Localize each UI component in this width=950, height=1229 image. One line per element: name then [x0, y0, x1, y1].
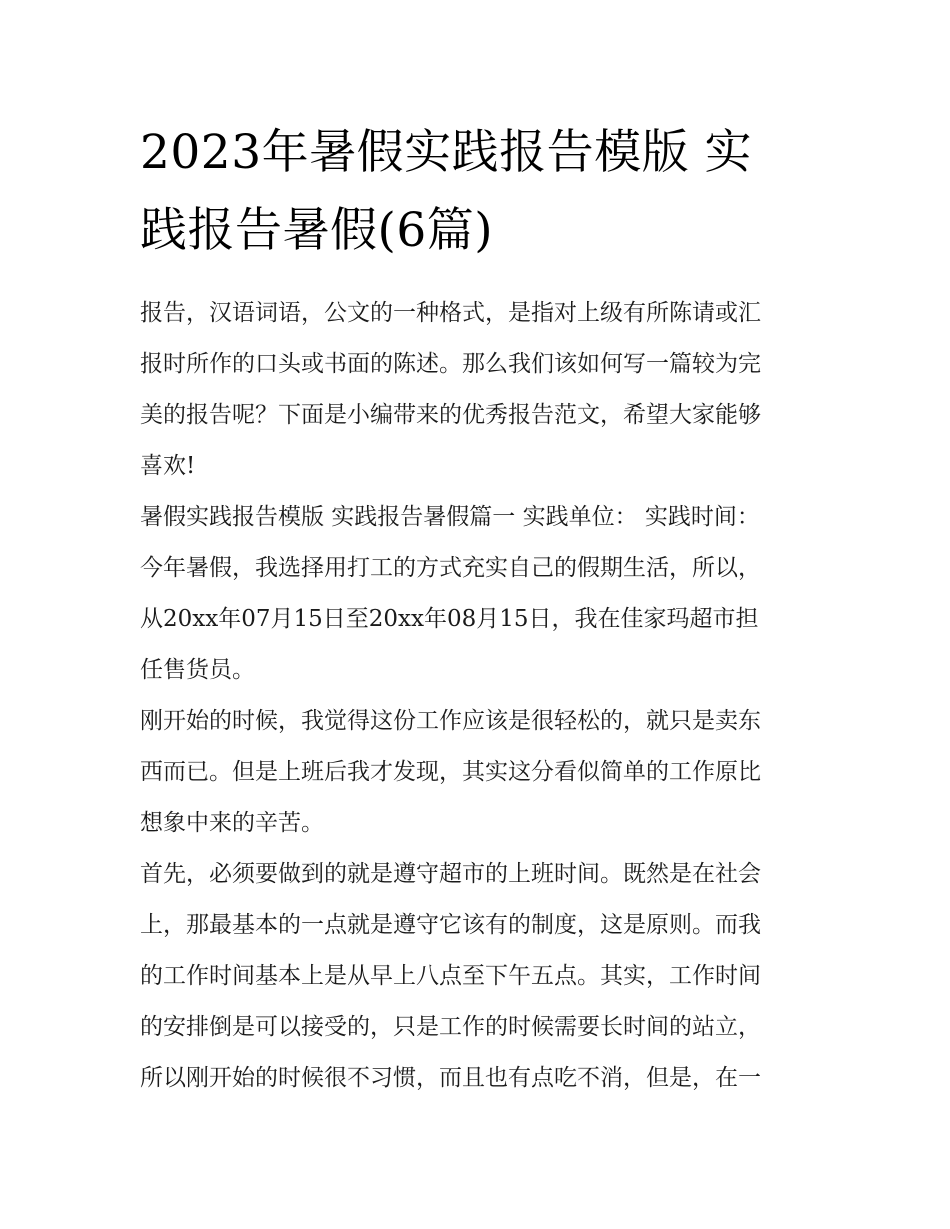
text-line: 想象中来的辛苦。: [140, 810, 324, 836]
text-line: 从20xx年07月15日至20xx年08月15日，我在佳家玛超市担: [140, 606, 759, 632]
paragraph-intro: [140, 288, 812, 492]
document-title: [140, 114, 812, 270]
text-line: 首先，必须要做到的就是遵守超市的上班时间。既然是在社会: [140, 861, 761, 887]
text-line: 刚开始的时候，我觉得这份工作应该是很轻松的，就只是卖东: [140, 708, 761, 734]
text-line: 任售货员。: [140, 657, 255, 683]
paragraph-first: [140, 849, 812, 1104]
title-line: 2023年暑假实践报告模版 实: [140, 125, 753, 180]
document-body: [140, 288, 812, 1104]
paragraph-beginning: [140, 696, 812, 849]
title-line: 践报告暑假(6篇): [140, 203, 494, 258]
paragraph-section-one: [140, 492, 812, 696]
text-line: 报告，汉语词语，公文的一种格式，是指对上级有所陈请或汇: [140, 300, 761, 326]
text-line: 美的报告呢？下面是小编带来的优秀报告范文，希望大家能够: [140, 402, 761, 428]
text-line: 所以刚开始的时候很不习惯，而且也有点吃不消，但是，在一: [140, 1065, 761, 1091]
text-line: 上，那最基本的一点就是遵守它该有的制度，这是原则。而我: [140, 912, 761, 938]
text-line: 喜欢!: [140, 453, 196, 479]
text-line: 今年暑假，我选择用打工的方式充实自己的假期生活，所以，: [140, 555, 761, 581]
text-line: 报时所作的口头或书面的陈述。那么我们该如何写一篇较为完: [140, 351, 761, 377]
document-content: [140, 114, 812, 1104]
text-line: 暑假实践报告模版 实践报告暑假篇一 实践单位： 实践时间：: [140, 504, 760, 530]
text-line: 的安排倒是可以接受的，只是工作的时候需要长时间的站立，: [140, 1014, 761, 1040]
text-line: 西而已。但是上班后我才发现，其实这分看似简单的工作原比: [140, 759, 761, 785]
text-line: 的工作时间基本上是从早上八点至下午五点。其实，工作时间: [140, 963, 761, 989]
